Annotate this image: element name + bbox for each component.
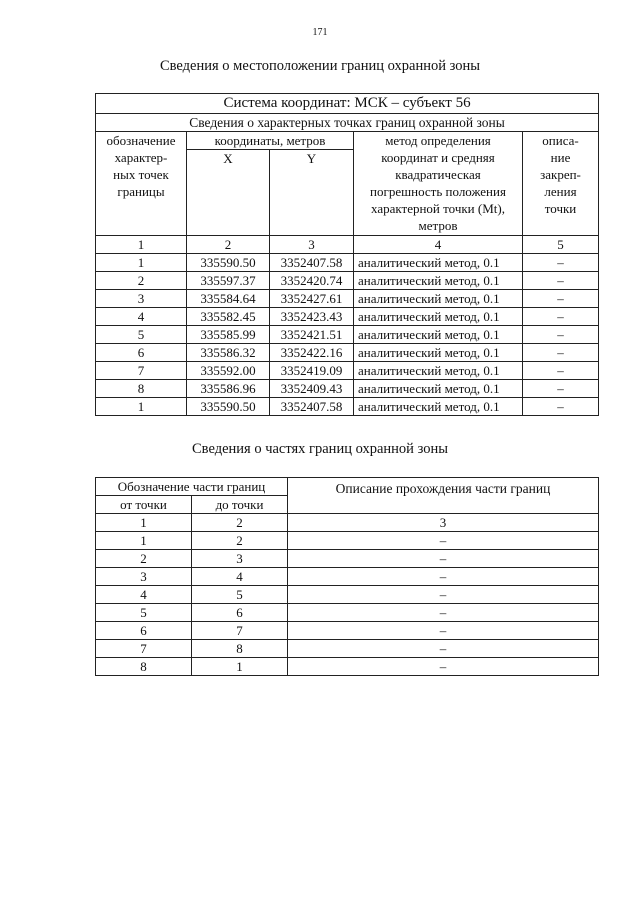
x-cell: 335584.64 (187, 290, 270, 308)
description-cell: – (523, 254, 599, 272)
col-number: 1 (96, 514, 192, 532)
description-cell: – (288, 568, 599, 586)
from-cell: 8 (96, 658, 192, 676)
col-method-header (354, 132, 523, 236)
y-cell: 3352419.09 (270, 362, 354, 380)
header-line: закреп- (540, 167, 581, 182)
header-line: координат и средняя (381, 150, 495, 165)
col-number: 3 (270, 236, 354, 254)
method-cell: аналитический метод, 0.1 (354, 308, 523, 326)
description-cell: – (288, 640, 599, 658)
from-cell: 7 (96, 640, 192, 658)
y-cell: 3352420.74 (270, 272, 354, 290)
table-row (96, 326, 599, 344)
description-cell: – (523, 344, 599, 362)
table-row (96, 344, 599, 362)
from-cell: 2 (96, 550, 192, 568)
description-cell: – (288, 604, 599, 622)
description-cell: – (288, 658, 599, 676)
table-row (96, 604, 599, 622)
col-designation-header: Обозначение части границ (96, 478, 288, 496)
description-cell: – (288, 622, 599, 640)
col-description-header (523, 132, 599, 236)
point-cell: 2 (96, 272, 187, 290)
description-cell: – (523, 308, 599, 326)
description-cell: – (523, 272, 599, 290)
method-cell: аналитический метод, 0.1 (354, 254, 523, 272)
x-cell: 335590.50 (187, 254, 270, 272)
col-y-header: Y (270, 150, 354, 236)
description-cell: – (523, 326, 599, 344)
from-cell: 1 (96, 532, 192, 550)
coordinate-system-header: Система координат: МСК – субъект 56 (96, 94, 599, 114)
description-cell: – (523, 362, 599, 380)
description-cell: – (523, 398, 599, 416)
header-line: метров (418, 218, 458, 233)
table-row (96, 254, 599, 272)
y-cell: 3352409.43 (270, 380, 354, 398)
col-number: 2 (187, 236, 270, 254)
header-line: ние (550, 150, 571, 165)
col-from-header: от точки (96, 496, 192, 514)
table-row (96, 622, 599, 640)
point-cell: 1 (96, 254, 187, 272)
description-cell: – (523, 290, 599, 308)
header-line: характер- (114, 150, 168, 165)
description-cell: – (288, 586, 599, 604)
method-cell: аналитический метод, 0.1 (354, 380, 523, 398)
point-cell: 3 (96, 290, 187, 308)
y-cell: 3352421.51 (270, 326, 354, 344)
table-row (96, 272, 599, 290)
table-row (96, 532, 599, 550)
x-cell: 335585.99 (187, 326, 270, 344)
table-row (96, 586, 599, 604)
to-cell: 5 (192, 586, 288, 604)
to-cell: 6 (192, 604, 288, 622)
table-row (96, 308, 599, 326)
col-number: 4 (354, 236, 523, 254)
point-cell: 4 (96, 308, 187, 326)
table-row (96, 380, 599, 398)
method-cell: аналитический метод, 0.1 (354, 362, 523, 380)
y-cell: 3352407.58 (270, 254, 354, 272)
to-cell: 1 (192, 658, 288, 676)
table-row (96, 550, 599, 568)
from-cell: 6 (96, 622, 192, 640)
header-line: точки (544, 201, 577, 216)
col-number: 3 (288, 514, 599, 532)
header-line: метод определения (385, 133, 491, 148)
method-cell: аналитический метод, 0.1 (354, 290, 523, 308)
col-number: 2 (192, 514, 288, 532)
method-cell: аналитический метод, 0.1 (354, 398, 523, 416)
col-description-header: Описание прохождения части границ (288, 478, 599, 514)
to-cell: 8 (192, 640, 288, 658)
y-cell: 3352407.58 (270, 398, 354, 416)
header-line: ления (544, 184, 577, 199)
point-cell: 7 (96, 362, 187, 380)
header-line: ных точек (113, 167, 169, 182)
section2-title: Сведения о частях границ охранной зоны (192, 441, 448, 457)
from-cell: 4 (96, 586, 192, 604)
col-to-header: до точки (192, 496, 288, 514)
table-row (96, 362, 599, 380)
description-cell: – (288, 532, 599, 550)
from-cell: 5 (96, 604, 192, 622)
y-cell: 3352427.61 (270, 290, 354, 308)
boundary-parts-table (95, 477, 599, 676)
header-line: погрешность положения (370, 184, 506, 199)
header-line: характерной точки (Mt), (371, 201, 505, 216)
col-x-header: X (187, 150, 270, 236)
point-cell: 6 (96, 344, 187, 362)
table-row (96, 568, 599, 586)
method-cell: аналитический метод, 0.1 (354, 326, 523, 344)
from-cell: 3 (96, 568, 192, 586)
x-cell: 335597.37 (187, 272, 270, 290)
col-designation-header (96, 132, 187, 236)
points-header: Сведения о характерных точках границ охранной зоны (96, 114, 599, 132)
description-cell: – (288, 550, 599, 568)
method-cell: аналитический метод, 0.1 (354, 272, 523, 290)
to-cell: 4 (192, 568, 288, 586)
point-cell: 5 (96, 326, 187, 344)
to-cell: 2 (192, 532, 288, 550)
table-row (96, 290, 599, 308)
x-cell: 335590.50 (187, 398, 270, 416)
section1-title: Сведения о местоположении границ охранной зоны (159, 58, 480, 74)
y-cell: 3352423.43 (270, 308, 354, 326)
table-row (96, 398, 599, 416)
x-cell: 335586.96 (187, 380, 270, 398)
header-line: описа- (542, 133, 579, 148)
header-line: границы (117, 184, 165, 199)
x-cell: 335592.00 (187, 362, 270, 380)
y-cell: 3352422.16 (270, 344, 354, 362)
coordinates-table (95, 93, 599, 416)
x-cell: 335586.32 (187, 344, 270, 362)
table-row (96, 658, 599, 676)
to-cell: 7 (192, 622, 288, 640)
point-cell: 8 (96, 380, 187, 398)
to-cell: 3 (192, 550, 288, 568)
col-coords-header: координаты, метров (187, 132, 354, 150)
page-number: 171 (312, 27, 328, 38)
header-line: обозначение (106, 133, 176, 148)
point-cell: 1 (96, 398, 187, 416)
method-cell: аналитический метод, 0.1 (354, 344, 523, 362)
header-line: квадратическая (395, 167, 481, 182)
x-cell: 335582.45 (187, 308, 270, 326)
col-number: 5 (523, 236, 599, 254)
col-number: 1 (96, 236, 187, 254)
table-row (96, 640, 599, 658)
description-cell: – (523, 380, 599, 398)
